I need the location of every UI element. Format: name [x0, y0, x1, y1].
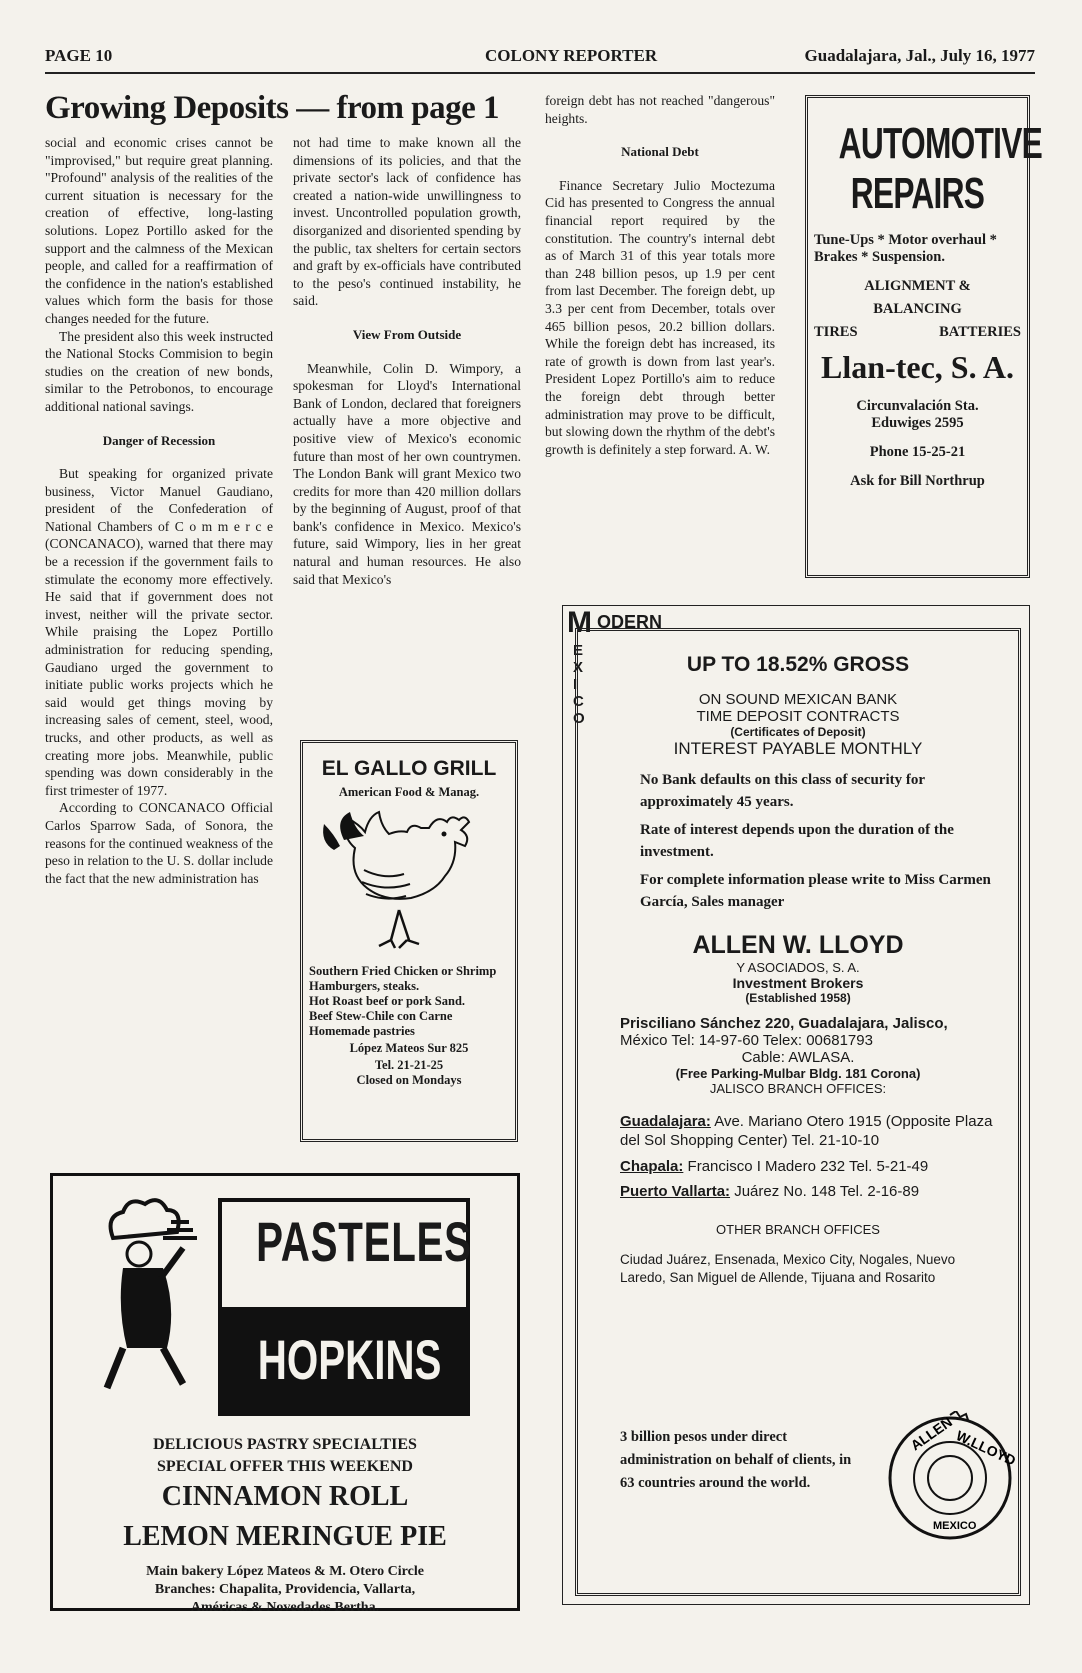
paragraph: Meanwhile, Colin D. Wimpory, a spokesman for Lloyd's International Bank of London, declared that foreigners actually have a more objective and positive view of Mexico's economic future than most of her own countrymen. The London Bank will grant Mexico two credits for more than 420 million dollars by the beginning of August, proof of that bank's confidence in Mexico. Mexico's future, said Wimpory, lies in her great natural and human resources. He also said that Mexico's	[293, 360, 521, 587]
pasteles-line-1: DELICIOUS PASTRY SPECIALTIES	[153, 1436, 417, 1453]
modern-word: ODERN	[597, 612, 663, 632]
lloyd-sub-3: (Certificates of Deposit)	[730, 725, 866, 739]
ad-auto-address-1: Circunvalación Sta.	[856, 398, 979, 414]
paragraph: foreign debt has not reached "dangerous" heights.	[545, 93, 775, 126]
lloyd-sub-4: INTEREST PAYABLE MONTHLY	[673, 739, 923, 758]
gallo-title: EL GALLO GRILL	[321, 757, 497, 780]
ad-auto-contact: Ask for Bill Northrup	[850, 473, 985, 489]
lloyd-branch-chapala	[578, 1158, 1018, 1175]
svg-text:W.LLOYD: W.LLOYD	[953, 1427, 1018, 1469]
hopkins-name: HOPKINS	[257, 1328, 442, 1391]
gallo-tel: Tel. 21-21-25	[374, 1058, 444, 1072]
gallo-address: López Mateos Sur 825	[349, 1041, 469, 1055]
pasteles-branches: Branches: Chapalita, Providencia, Vallarta,	[154, 1582, 416, 1597]
ad-automotive-repairs	[805, 95, 1043, 578]
pasteles-main: Main bakery López Mateos & M. Otero Circle	[146, 1564, 424, 1579]
ad-pasteles-hopkins	[50, 1173, 520, 1615]
lloyd-inner-frame	[575, 628, 1021, 1596]
lloyd-company: ALLEN W. LLOYD	[692, 931, 904, 959]
lloyd-branch-guadalajara	[578, 1112, 1018, 1150]
lloyd-info: For complete information please write to Miss Carmen García, Sales manager	[640, 872, 991, 910]
rooster-icon	[304, 810, 514, 960]
paragraph: According to CONCANACO Official Carlos Sparrow Sada, of Sonora, the reasons for the continued weakness of the peso in relation to the U. S. dollar include the fact that the new administration has	[45, 800, 273, 886]
article-column-2	[293, 134, 521, 588]
lloyd-sub-2: TIME DEPOSIT CONTRACTS	[696, 708, 900, 725]
lloyd-address-2: México Tel: 14-97-60 Telex: 00681793	[620, 1032, 873, 1049]
lloyd-closing: 3 billion pesos under direct administration on behalf of clients, in 63 countries around the world.	[620, 1429, 852, 1491]
dateline: Guadalajara, Jal., July 16, 1977	[804, 46, 1035, 65]
ad-auto-balancing: BALANCING	[873, 301, 962, 317]
lloyd-bullet-1: No Bank defaults on this class of security for approximately 45 years.	[640, 772, 925, 810]
pasteles-item-cinnamon: CINNAMON ROLL	[161, 1481, 409, 1512]
branch-address: Francisco I Madero 232 Tel. 5-21-49	[687, 1158, 929, 1175]
lloyd-company-4: (Established 1958)	[745, 991, 851, 1005]
article-column-3	[545, 92, 775, 458]
page-number: PAGE 10	[45, 46, 113, 65]
lloyd-other-offices: Ciudad Juárez, Ensenada, Mexico City, Nogales, Nuevo Laredo, San Miguel de Allende, Tijuana and Rosarito	[620, 1252, 956, 1285]
paragraph: But speaking for organized private business, Victor Manuel Gaudiano, president of the Confederation of National Chambers of C o m m e r c e (CONCANACO), warned that there may be a recession if the government fails to stimulate the economy more effectively. He said that if government does not invest, neither will the private sector. While praising the Lopez Portillo administration for reducing spending, Gaudiano urged the government to initiate public works projects which he said would get things moving by increasing sales of cement, steel, wood, trucks, and other products, as well as creating more jobs. Meanwhile, public spending was down considerably in the first trimester of 1977.	[45, 466, 273, 798]
gallo-menu	[303, 964, 515, 1039]
svg-text:ALLEN: ALLEN	[907, 1413, 955, 1454]
hopkins-band	[222, 1307, 466, 1412]
lloyd-branch-title: JALISCO BRANCH OFFICES:	[709, 1081, 887, 1096]
article-headline: Growing Deposits — from page 1	[45, 90, 500, 126]
lloyd-company-3: Investment Brokers	[732, 975, 864, 991]
lloyd-seal-icon	[883, 1411, 1018, 1546]
paper-name: COLONY REPORTER	[485, 46, 658, 65]
paragraph: not had time to make known all the dimensions of its policies, and that the private sector's lack of confidence has created a nation-wide unwillingness to invest. Uncontrolled population growth, disorganized and disoriented spending by the public, tax shelters for certain sectors and graft by ex-officials have contributed to the peso's continued instability, he said.	[293, 135, 521, 309]
ad-auto-alignment: ALIGNMENT &	[864, 278, 971, 294]
masthead	[45, 42, 1035, 74]
menu-item: Homemade pastries	[309, 1024, 415, 1038]
menu-item: Beef Stew-Chile con Carne	[309, 1009, 453, 1023]
pasteles-item-meringue: LEMON MERINGUE PIE	[123, 1521, 447, 1552]
paragraph: Finance Secretary Julio Moctezuma Cid has presented to Congress the annual financial report required by the constitution. The country's internal debt as of March 31 of this year totals more than 248 billion pesos, up 1.9 per cent from last December. The foreign debt, up 3.3 per cent from December, totals over 465 billion pesos, 20.2 billion dollars. While the foreign debt has increased, its rate of growth is down from last year's. President Lopez Portillo's aim to reduce the foreign debt through better administration may prove to be difficult, but slowing down the rhythm of the debt's growth is definitely a step forward. A. W.	[545, 177, 775, 457]
ad-auto-title-2: REPAIRS	[850, 169, 985, 218]
subhead-national-debt: National Debt	[621, 144, 699, 160]
lloyd-cable: Cable: AWLASA.	[741, 1049, 855, 1066]
pasteles-name: PASTELES	[256, 1210, 472, 1273]
mexico-vertical: EXICO	[573, 642, 585, 727]
lloyd-company-2: Y ASOCIADOS, S. A.	[736, 960, 860, 975]
subhead-view-from-outside: View From Outside	[352, 326, 462, 342]
ad-auto-services: Tune-Ups * Motor overhaul * Brakes * Suspension.	[814, 232, 997, 265]
ad-auto-address-2: Eduwiges 2595	[871, 415, 964, 431]
ad-auto-tires-row	[808, 324, 1027, 341]
lloyd-other-title: OTHER BRANCH OFFICES	[716, 1222, 880, 1237]
lloyd-parking: (Free Parking-Mulbar Bldg. 181 Corona)	[675, 1066, 921, 1081]
ad-auto-phone: Phone 15-25-21	[869, 444, 966, 460]
lloyd-bullet-2: Rate of interest depends upon the duration of the investment.	[640, 822, 954, 860]
subhead-danger-of-recession: Danger of Recession	[102, 432, 216, 448]
ad-auto-business-name: Llan-tec, S. A.	[821, 349, 1014, 385]
pasteles-logo-box	[218, 1198, 470, 1416]
ad-el-gallo-grill	[300, 740, 518, 1142]
lloyd-branch-vallarta	[578, 1183, 1018, 1200]
paragraph: social and economic crises cannot be "improvised," but require great planning. "Profound" analysis of the realities of the current situation is necessary for the creation of effective, long-lasting solutions. Lopez Portillo asked for the support and the calmness of the Mexican people, and called for a reaffirmation of the confidence in the nation's established values which form the basis for those changes needed for the future.	[45, 135, 273, 326]
branch-city: Chapala:	[620, 1158, 684, 1175]
pasteles-branches-2: Américas & Novedades Bertha.	[190, 1600, 380, 1615]
lloyd-headline: UP TO 18.52% GROSS	[686, 653, 910, 676]
gallo-subtitle: American Food & Manag.	[338, 785, 480, 799]
branch-city: Puerto Vallarta:	[620, 1183, 731, 1200]
branch-address: Juárez No. 148 Tel. 2-16-89	[734, 1183, 920, 1200]
baker-icon	[93, 1198, 203, 1398]
paragraph: The president also this week instructed the National Stocks Commision to begin studies on the creation of new bonds, similar to the Petrobonos, to encourage additional national savings.	[45, 328, 273, 414]
menu-item: Southern Fried Chicken or Shrimp	[309, 964, 497, 978]
ad-auto-title-1: AUTOMOTIVE	[838, 119, 1043, 168]
lloyd-sub-1: ON SOUND MEXICAN BANK	[698, 691, 898, 708]
menu-item: Hot Roast beef or pork Sand.	[309, 994, 466, 1008]
modern-m: M	[567, 606, 592, 639]
gallo-closed: Closed on Mondays	[356, 1073, 462, 1087]
branch-city: Guadalajara:	[620, 1113, 711, 1130]
ad-auto-batteries: BATTERIES	[939, 324, 1021, 340]
svg-text:MEXICO: MEXICO	[933, 1520, 977, 1532]
ad-auto-tires: TIRES	[814, 324, 858, 340]
pasteles-line-2: SPECIAL OFFER THIS WEEKEND	[157, 1458, 413, 1475]
menu-item: Hamburgers, steaks.	[309, 979, 420, 993]
branch-address: Ave. Mariano Otero 1915 (Opposite Plaza del Sol Shopping Center) Tel. 21-10-10	[620, 1113, 993, 1149]
ad-allen-w-lloyd	[562, 605, 1030, 1605]
lloyd-address: Prisciliano Sánchez 220, Guadalajara, Jalisco,	[620, 1015, 948, 1032]
article-column-1	[45, 134, 273, 887]
